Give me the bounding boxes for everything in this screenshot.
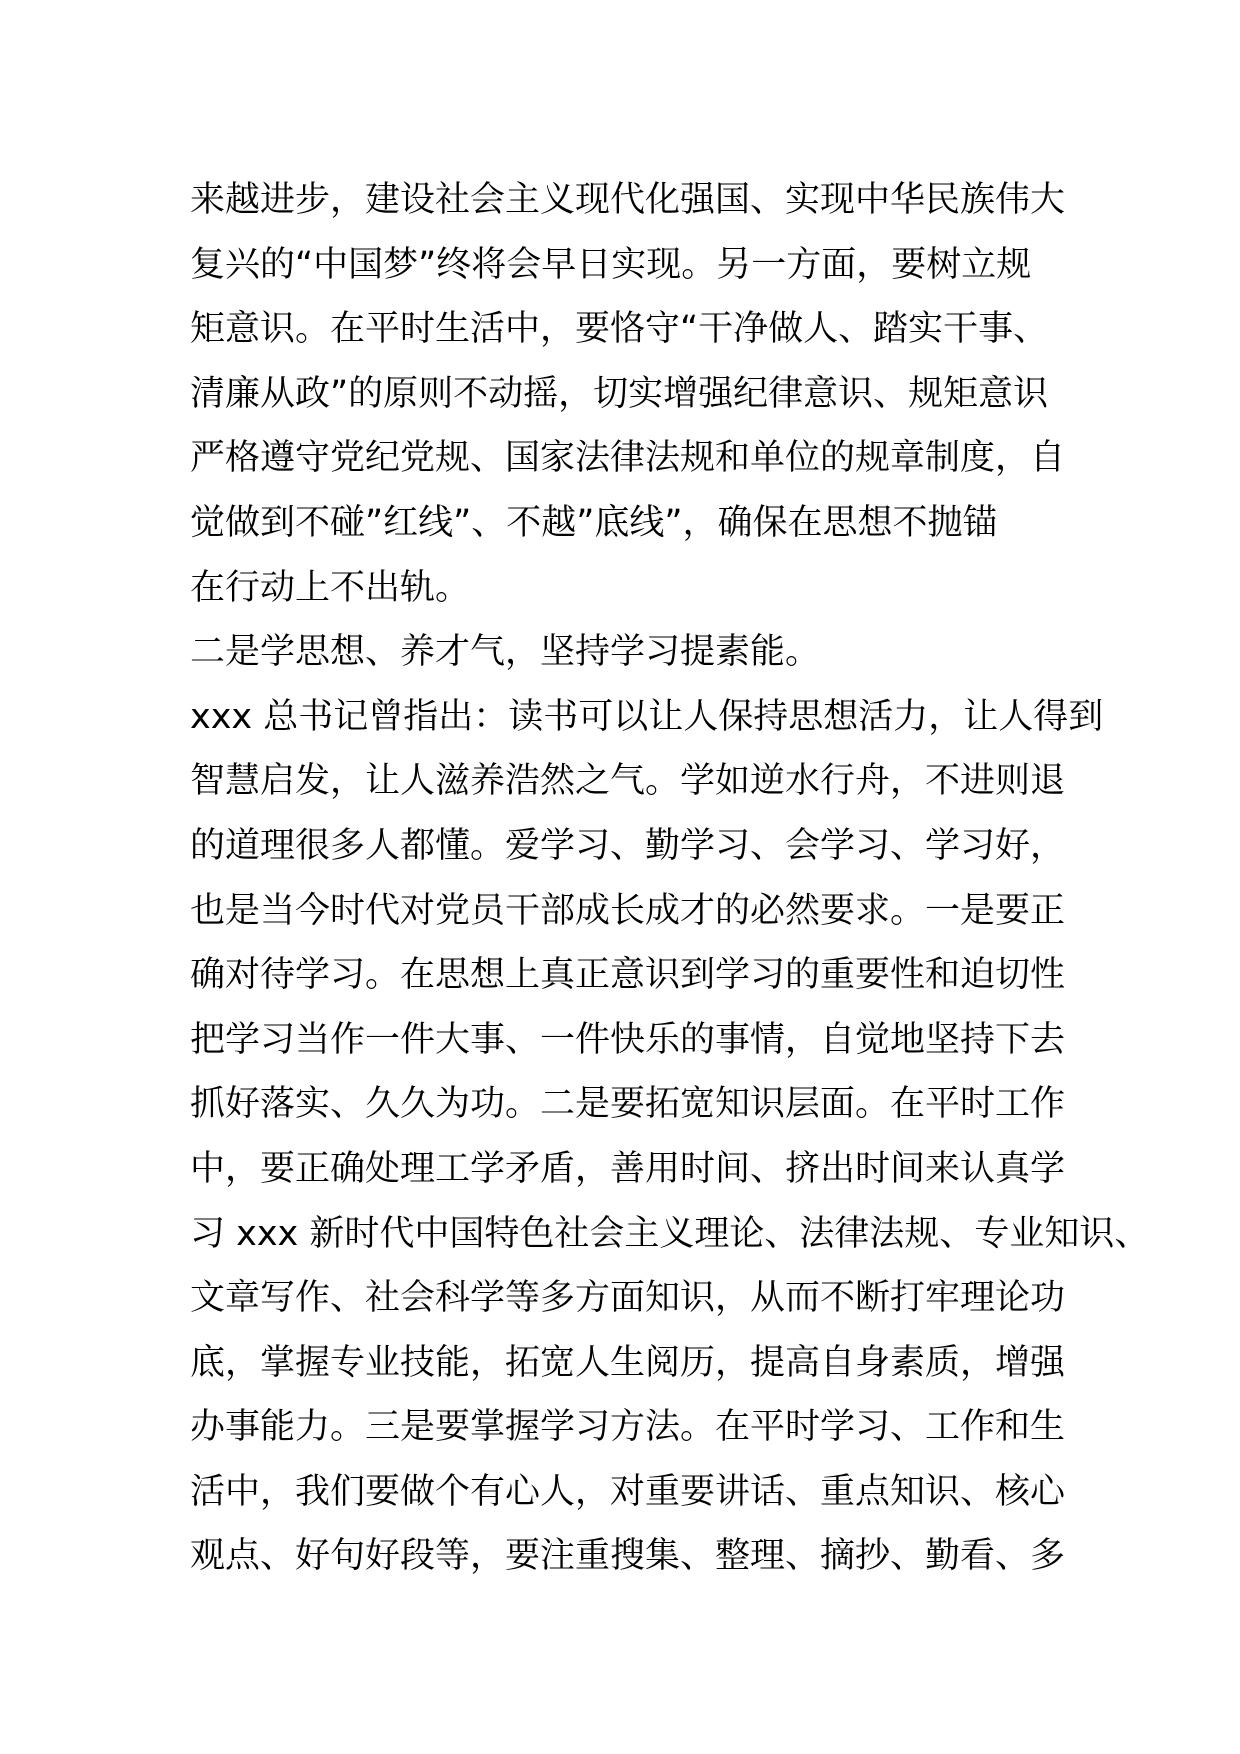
text-line: 也是当今时代对党员干部成长成才的必然要求。一是要正 [190, 890, 1066, 931]
text-line: 的道理很多人都懂。爱学习、勤学习、会学习、学习好， [190, 825, 1066, 866]
body-text [190, 168, 1150, 1589]
text-line: 觉做到不碰”红线”、不越”底线”，确保在思想不抛锚 [190, 502, 998, 543]
text-line: 复兴的“中国梦”终将会早日实现。另一方面，要树立规 [190, 244, 1032, 285]
text-line: 在行动上不出轨。 [190, 567, 471, 608]
text-line: 确对待学习。在思想上真正意识到学习的重要性和迫切性 [190, 955, 1066, 996]
text-line: 矩意识。在平时生活中，要恪守“干净做人、踏实干事、 [190, 309, 1049, 350]
text-line: xxx 总书记曾指出：读书可以让人保持思想活力，让人得到 [190, 696, 1104, 737]
text-line: 活中，我们要做个有心人，对重要讲话、重点知识、核心 [190, 1471, 1066, 1512]
text-line: 中，要正确处理工学矛盾，善用时间、挤出时间来认真学 [190, 1148, 1066, 1189]
text-line: 习 xxx 新时代中国特色社会主义理论、法律法规、专业知识、 [190, 1213, 1150, 1254]
text-line: 文章写作、社会科学等多方面知识，从而不断打牢理论功 [190, 1278, 1066, 1319]
text-line: 观点、好句好段等，要注重搜集、整理、摘抄、勤看、多 [190, 1536, 1066, 1577]
text-line: 智慧启发，让人滋养浩然之气。学如逆水行舟，不进则退 [190, 761, 1066, 802]
text-line: 来越进步，建设社会主义现代化强国、实现中华民族伟大 [190, 180, 1066, 220]
section-heading: 二是学思想、养才气，坚持学习提素能。 [190, 632, 821, 673]
text-line: 底，掌握专业技能，拓宽人生阅历，提高自身素质，增强 [190, 1342, 1066, 1383]
text-line: 抓好落实、久久为功。二是要拓宽知识层面。在平时工作 [190, 1084, 1066, 1125]
text-line: 严格遵守党纪党规、国家法律法规和单位的规章制度，自 [190, 438, 1066, 479]
text-line: 办事能力。三是要掌握学习方法。在平时学习、工作和生 [190, 1407, 1066, 1448]
text-line: 把学习当作一件大事、一件快乐的事情，自觉地坚持下去 [190, 1019, 1066, 1060]
text-line: 清廉从政”的原则不动摇，切实增强纪律意识、规矩意识 [190, 373, 1049, 414]
